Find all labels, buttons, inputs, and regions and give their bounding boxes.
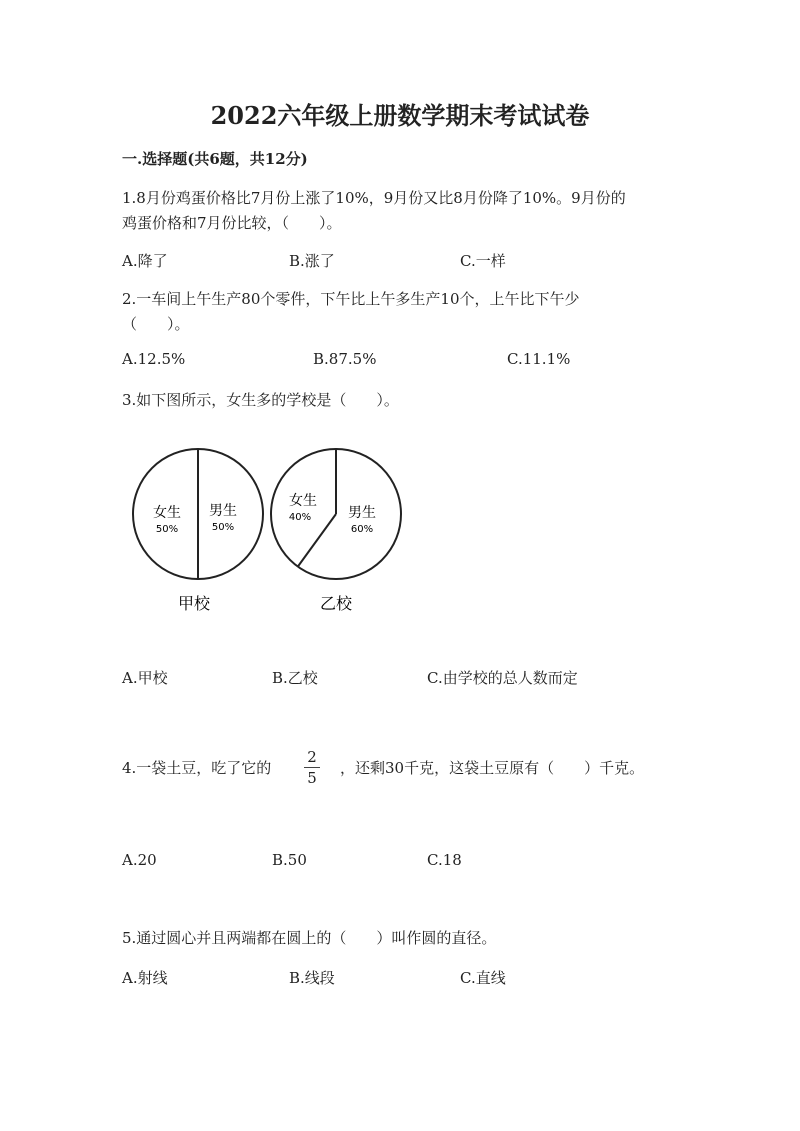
yi-girl-pct: 40%: [288, 512, 312, 523]
q3-option-a: A.甲校: [122, 669, 168, 687]
q4-option-b: B.50: [272, 851, 307, 869]
jia-boy-label: 男生: [209, 503, 237, 519]
question-2: [122, 287, 682, 337]
question-4-suffix: ，还剩30千克，这袋土豆原有（ ）千克。: [340, 759, 645, 777]
q5-option-b: B.线段: [289, 969, 335, 987]
fraction-bar: [304, 767, 320, 768]
question-4-fraction: [302, 749, 322, 786]
jia-school-name: 甲校: [177, 594, 211, 613]
q1-option-c: C.一样: [460, 252, 506, 270]
question-1-line-2: 鸡蛋价格和7月份比较，（ ）。: [122, 214, 342, 232]
yi-boy-pct: 60%: [350, 524, 374, 535]
question-1-line-1: 1.8月份鸡蛋价格比7月份上涨了10%，9月份又比8月份降了10%。9月份的: [122, 189, 626, 207]
question-4-prefix: 4.一袋土豆，吃了它的: [122, 759, 272, 777]
question-3-line-1: 3.如下图所示，女生多的学校是（ ）。: [122, 391, 399, 409]
jia-girl-pct: 50%: [155, 524, 179, 535]
q3-option-c: C.由学校的总人数而定: [427, 669, 578, 687]
question-1: [122, 186, 682, 236]
yi-girl-label: 女生: [289, 493, 317, 509]
q1-option-b: B.涨了: [289, 252, 335, 270]
fraction-numerator: 2: [307, 748, 317, 766]
page-title: 2022六年级上册数学期末考试试卷: [210, 101, 590, 130]
q5-option-a: A.射线: [122, 969, 168, 987]
q5-option-c: C.直线: [460, 969, 506, 987]
jia-girl-label: 女生: [153, 505, 181, 521]
question-5-line-1: 5.通过圆心并且两端都在圆上的（ ）叫作圆的直径。: [122, 929, 497, 947]
q4-option-a: A.20: [122, 851, 157, 869]
q2-option-b: B.87.5%: [313, 350, 377, 368]
question-3: [122, 388, 682, 413]
jia-boy-pct: 50%: [211, 522, 235, 533]
question-2-line-1: 2.一车间上午生产80个零件，下午比上午多生产10个，上午比下午少: [122, 290, 580, 308]
q4-option-c: C.18: [427, 851, 462, 869]
q3-option-b: B.乙校: [272, 669, 318, 687]
section-heading: 一.选择题(共6题，共12分): [122, 150, 308, 168]
yi-school-name: 乙校: [319, 594, 353, 613]
yi-boy-label: 男生: [348, 505, 376, 521]
q2-option-a: A.12.5%: [122, 350, 186, 368]
q1-option-a: A.降了: [122, 252, 168, 270]
pie-charts-figure: [120, 440, 420, 620]
question-5: [122, 926, 682, 951]
q2-option-c: C.11.1%: [507, 350, 571, 368]
fraction-denominator: 5: [307, 769, 317, 787]
question-2-line-2: （ ）。: [122, 315, 190, 333]
